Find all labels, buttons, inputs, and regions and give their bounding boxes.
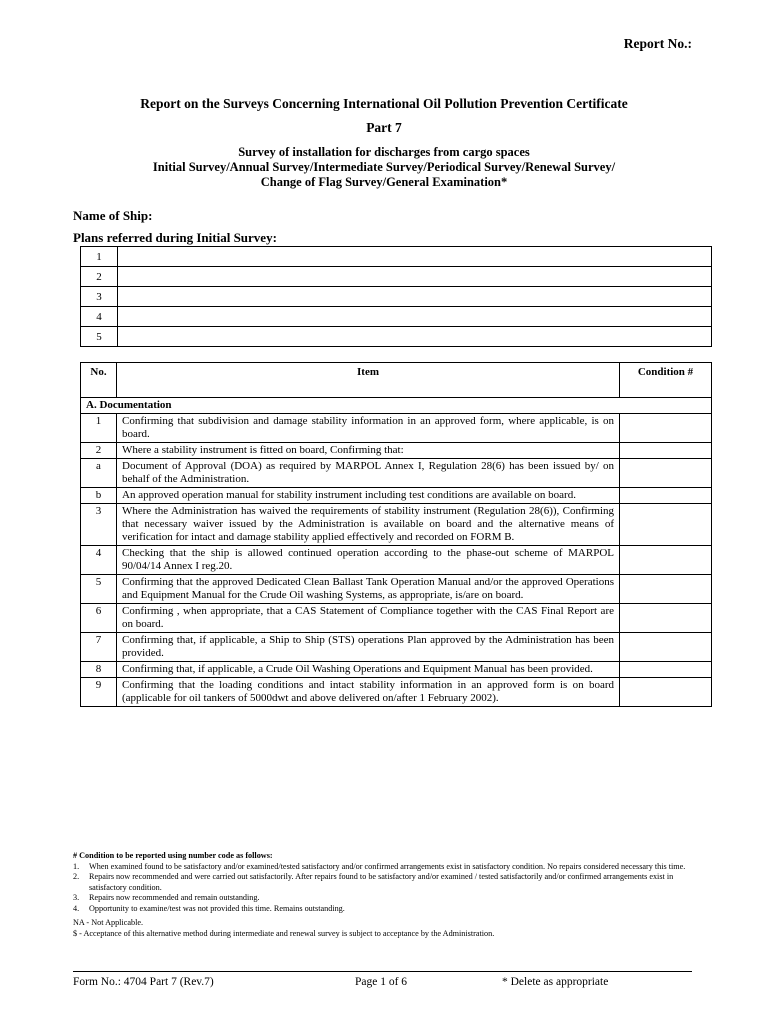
item-number: 5 xyxy=(81,575,117,604)
item-number: 7 xyxy=(81,633,117,662)
column-header-item: Item xyxy=(117,363,620,398)
note-text: Repairs now recommended and were carried out satisfactorily. After repairs found to be satisfactory and/or examined / tested satisfactorily and/or confirmed arrangements exist in satisfactory condition. xyxy=(89,872,674,892)
table-row xyxy=(81,504,712,546)
item-number: b xyxy=(81,488,117,504)
item-number: 1 xyxy=(81,414,117,443)
report-number-label: Report No.: xyxy=(623,36,692,51)
item-text: Confirming that the loading conditions and intact stability information in an approved form is on board (applicable for oil tankers of 5000dwt and above delivered on/after 1 February 2002). xyxy=(117,678,620,707)
note-number: 1. xyxy=(73,861,80,871)
na-note: NA - Not Applicable. xyxy=(73,918,144,927)
plan-row xyxy=(81,247,712,267)
notes-title: # Condition to be reported using number code as follows: xyxy=(73,851,273,860)
note-item xyxy=(73,862,708,873)
item-text: Confirming that, if applicable, a Ship to Ship (STS) operations Plan approved by the Administration has been provided. xyxy=(117,633,620,662)
item-number: 4 xyxy=(81,546,117,575)
item-number: 9 xyxy=(81,678,117,707)
plan-row xyxy=(81,287,712,307)
table-row xyxy=(81,678,712,707)
item-text: Confirming that subdivision and damage stability information in an approved form, where applicable, is on board. xyxy=(117,414,620,443)
note-text: When examined found to be satisfactory and/or examined/tested satisfactory and/or confirmed arrangements exist in satisfactory condition. No repairs considered necessary this time. xyxy=(89,861,686,871)
section-header: A. Documentation xyxy=(81,398,712,414)
footer-divider xyxy=(73,971,692,972)
condition-field[interactable] xyxy=(620,662,712,678)
plan-row xyxy=(81,307,712,327)
note-item xyxy=(73,893,708,904)
survey-subtitle xyxy=(0,145,768,190)
subtitle-line-3: Change of Flag Survey/General Examination* xyxy=(260,175,508,189)
table-row xyxy=(81,604,712,633)
item-number: a xyxy=(81,459,117,488)
plan-number: 4 xyxy=(81,307,118,327)
item-text: Where a stability instrument is fitted on board, Confirming that: xyxy=(117,443,620,459)
table-row xyxy=(81,459,712,488)
condition-notes xyxy=(73,851,708,939)
table-row xyxy=(81,633,712,662)
column-header-no: No. xyxy=(81,363,117,398)
subtitle-line-2: Initial Survey/Annual Survey/Intermediate Survey/Periodical Survey/Renewal Survey/ xyxy=(152,160,616,174)
plan-row xyxy=(81,267,712,287)
plans-referred-label: Plans referred during Initial Survey: xyxy=(73,230,277,245)
notes-list xyxy=(73,862,708,915)
item-text: Document of Approval (DOA) as required by MARPOL Annex I, Regulation 28(6) has been issued by/ on behalf of the Administration. xyxy=(117,459,620,488)
item-number: 2 xyxy=(81,443,117,459)
note-item xyxy=(73,904,708,915)
note-number: 2. xyxy=(73,872,80,881)
item-text: Confirming , when appropriate, that a CAS Statement of Compliance together with the CAS Final Report are on board. xyxy=(117,604,620,633)
plans-table xyxy=(80,246,712,347)
column-header-condition: Condition # xyxy=(620,363,712,398)
item-text: Where the Administration has waived the requirements of stability instrument (Regulation 28(6)), Confirming that necessary waiver issued by the Administration is available on board and the alternative means of verification for intact and damage stability applied effectively and recorded on FORM B. xyxy=(117,504,620,546)
note-text: Opportunity to examine/test was not provided this time. Remains outstanding. xyxy=(89,903,345,913)
condition-field[interactable] xyxy=(620,546,712,575)
condition-field[interactable] xyxy=(620,504,712,546)
item-text: Confirming that the approved Dedicated Clean Ballast Tank Operation Manual and/or the approved Operations and Equipment Manual for the Crude Oil washing Systems, as appropriate, is/are on board. xyxy=(117,575,620,604)
item-text: An approved operation manual for stability instrument including test conditions are available on board. xyxy=(117,488,620,504)
plan-row xyxy=(81,327,712,347)
plan-number: 1 xyxy=(81,247,118,267)
table-row xyxy=(81,575,712,604)
documentation-table xyxy=(80,362,712,707)
note-item xyxy=(73,872,708,893)
subtitle-line-1: Survey of installation for discharges from cargo spaces xyxy=(238,145,530,159)
table-row xyxy=(81,488,712,504)
item-text: Checking that the ship is allowed continued operation according to the phase-out scheme of MARPOL 90/04/14 Annex I reg.20. xyxy=(117,546,620,575)
note-text: Repairs now recommended and remain outstanding. xyxy=(89,893,260,902)
table-row xyxy=(81,662,712,678)
condition-field[interactable] xyxy=(620,443,712,459)
plan-entry-field[interactable] xyxy=(118,327,712,347)
ship-name-label: Name of Ship: xyxy=(73,208,153,223)
delete-note: * Delete as appropriate xyxy=(502,976,609,988)
alternative-method-note: $ - Acceptance of this alternative method during intermediate and renewal survey is subject to acceptance by the Administration. xyxy=(73,928,495,938)
table-row xyxy=(81,546,712,575)
condition-field[interactable] xyxy=(620,678,712,707)
item-text: Confirming that, if applicable, a Crude Oil Washing Operations and Equipment Manual has been provided. xyxy=(117,662,620,678)
form-number: Form No.: 4704 Part 7 (Rev.7) xyxy=(73,976,214,988)
item-number: 8 xyxy=(81,662,117,678)
part-label: Part 7 xyxy=(366,120,402,135)
plan-number: 2 xyxy=(81,267,118,287)
note-number: 3. xyxy=(73,893,80,902)
plan-entry-field[interactable] xyxy=(118,287,712,307)
condition-field[interactable] xyxy=(620,604,712,633)
condition-field[interactable] xyxy=(620,459,712,488)
condition-field[interactable] xyxy=(620,575,712,604)
item-number: 6 xyxy=(81,604,117,633)
document-title: Report on the Surveys Concerning International Oil Pollution Prevention Certificate xyxy=(140,96,628,111)
plan-entry-field[interactable] xyxy=(118,307,712,327)
note-number: 4. xyxy=(73,903,80,913)
condition-field[interactable] xyxy=(620,414,712,443)
plan-entry-field[interactable] xyxy=(118,247,712,267)
item-number: 3 xyxy=(81,504,117,546)
table-row xyxy=(81,414,712,443)
page-number: Page 1 of 6 xyxy=(355,976,408,988)
table-row xyxy=(81,443,712,459)
condition-field[interactable] xyxy=(620,633,712,662)
plan-number: 5 xyxy=(81,327,118,347)
plan-number: 3 xyxy=(81,287,118,307)
condition-field[interactable] xyxy=(620,488,712,504)
plan-entry-field[interactable] xyxy=(118,267,712,287)
